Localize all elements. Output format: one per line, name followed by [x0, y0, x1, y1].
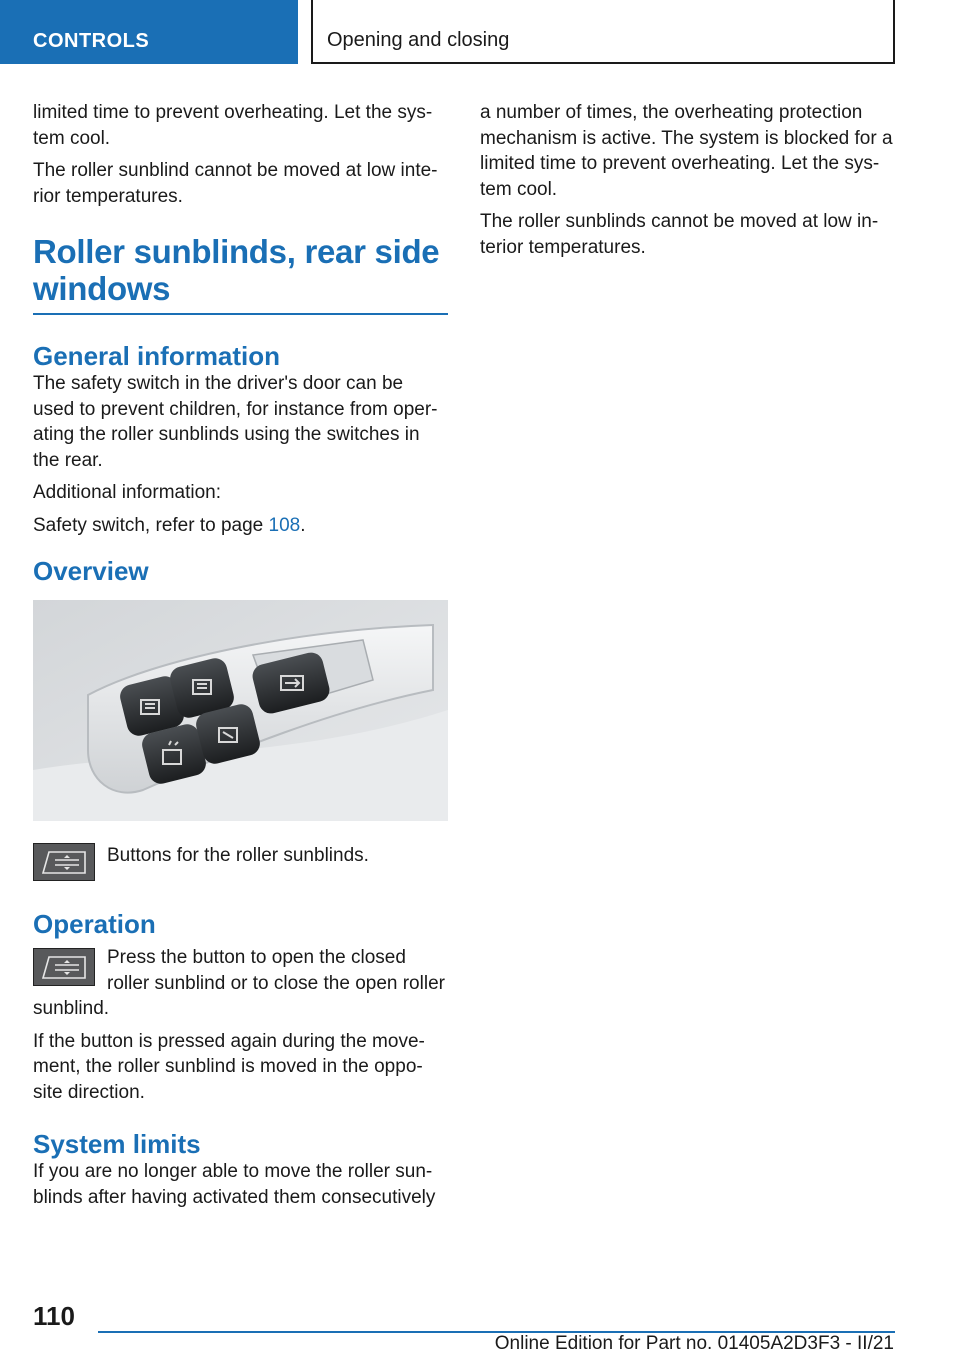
heading-overview: Overview [33, 556, 149, 586]
right-paragraph-2: The roller sunblinds cannot be moved at low in-terior temperatures. [480, 211, 879, 258]
operation-block [33, 945, 448, 1022]
intro-paragraph-1: limited time to prevent overheating. Let the sys-tem cool. [33, 102, 433, 149]
page-reference-suffix: . [300, 514, 306, 536]
page-link-108[interactable]: 108 [268, 514, 301, 536]
heading-system-limits: System limits [33, 1129, 201, 1159]
heading-operation: Operation [33, 909, 156, 939]
page-number: 110 [33, 1301, 75, 1331]
heading-general-information: General information [33, 341, 281, 371]
roller-sunblind-switch-photo [33, 600, 448, 821]
right-paragraph-1: a number of times, the overheating protection mechanism is active. The system is blocked for a limited time to prevent overheating. Let the sys-tem cool. [480, 102, 893, 200]
figure-caption [33, 843, 448, 883]
system-limits-paragraph-1: If you are no longer able to move the roller sun-blinds after having activated them consecutively [33, 1161, 436, 1208]
general-paragraph-2: Additional information: [33, 482, 221, 503]
intro-paragraph-2: The roller sunblind cannot be moved at low inte-rior temperatures. [33, 160, 438, 207]
edition-text: Online Edition for Part no. 01405A2D3F3 - II/21 [494, 1333, 894, 1354]
left-column [33, 100, 448, 1217]
roller-sunblind-button-icon [33, 948, 95, 986]
general-paragraph-3 [33, 513, 448, 539]
caption-text: Buttons for the roller sunblinds. [107, 845, 369, 866]
page-reference-prefix: Safety switch, refer to page [33, 514, 269, 536]
general-paragraph-1: The safety switch in the driver's door can be used to prevent children, for instance from oper-ating the roller sunblinds using the switches in the rear. [33, 373, 438, 471]
operation-paragraph-2: If the button is pressed again during the move-ment, the roller sunblind is moved in the oppo-site direction. [33, 1030, 425, 1103]
right-column [480, 100, 895, 267]
section-title: Roller sunblinds, rear side windows [33, 233, 448, 315]
section-tab: CONTROLS [0, 0, 298, 64]
operation-paragraph-1: Press the button to open the closed roller sunblind or to close the open roller sunblind. [33, 947, 445, 1019]
chapter-title: Opening and closing [311, 0, 895, 64]
roller-sunblind-button-icon [33, 843, 95, 881]
